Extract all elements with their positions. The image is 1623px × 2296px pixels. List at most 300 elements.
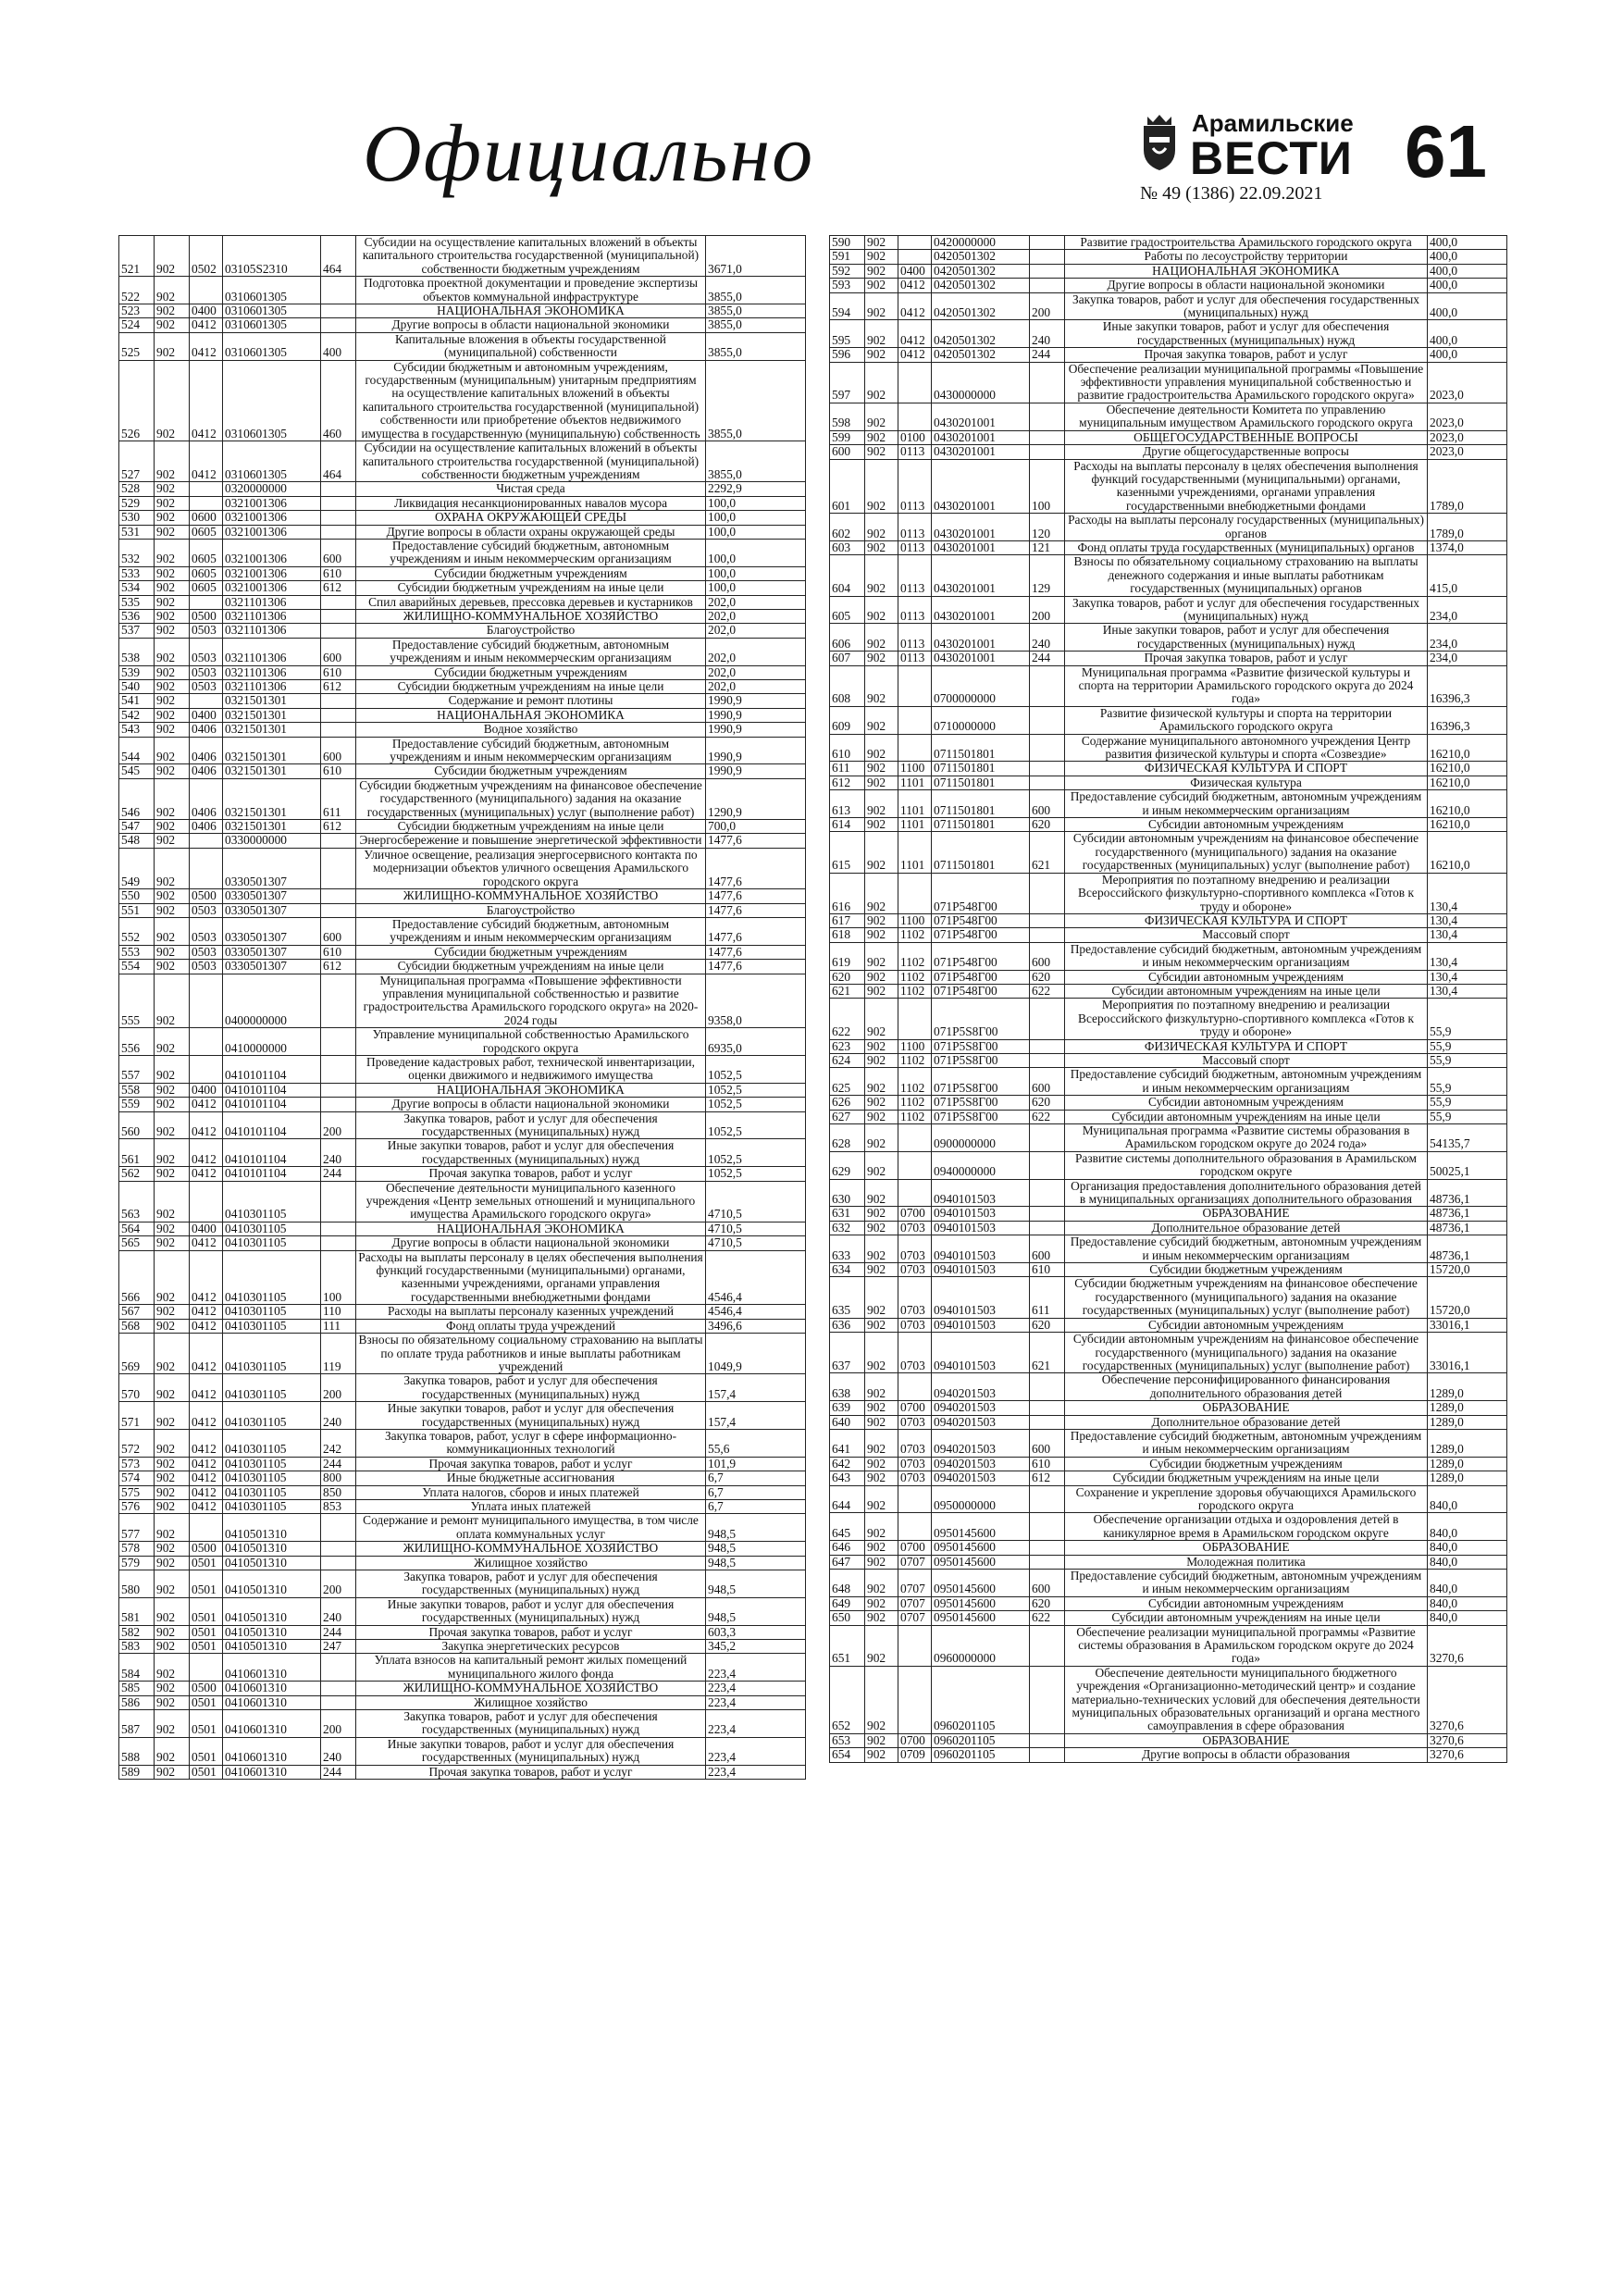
ministry-code: 902 xyxy=(865,430,898,444)
expense-type-code xyxy=(321,974,356,1028)
target-article-code: 0321101306 xyxy=(223,680,321,694)
item-name: Проведение кадастровых работ, технической инвентаризации, оценки движимого и недвижимого имущества xyxy=(356,1055,706,1083)
table-row xyxy=(119,595,806,609)
ministry-code: 902 xyxy=(155,820,190,834)
amount: 48736,1 xyxy=(1428,1207,1507,1221)
expense-type-code xyxy=(1030,1513,1065,1541)
ministry-code: 902 xyxy=(155,1111,190,1139)
target-article-code: 0321001306 xyxy=(223,511,321,525)
amount: 1477,6 xyxy=(706,848,806,888)
table-row xyxy=(119,960,806,974)
page-title: Официально xyxy=(363,109,815,199)
amount: 55,9 xyxy=(1428,999,1507,1039)
ministry-code: 902 xyxy=(865,236,898,250)
target-article-code: 0410601310 xyxy=(223,1765,321,1779)
table-row xyxy=(830,1207,1507,1221)
table-row xyxy=(119,1499,806,1513)
row-number: 540 xyxy=(119,680,155,694)
row-number: 530 xyxy=(119,511,155,525)
row-number: 632 xyxy=(830,1221,865,1235)
item-name: Фонд оплаты труда государственных (муниципальных) органов xyxy=(1065,540,1428,554)
section-code: 0412 xyxy=(190,1499,223,1513)
section-code: 0412 xyxy=(190,1139,223,1167)
item-name: НАЦИОНАЛЬНАЯ ЭКОНОМИКА xyxy=(356,1222,706,1235)
amount: 202,0 xyxy=(706,595,806,609)
section-code: 1102 xyxy=(898,942,932,970)
row-number: 559 xyxy=(119,1098,155,1111)
table-row xyxy=(830,776,1507,789)
expense-type-code xyxy=(321,496,356,510)
target-article-code: 0321501301 xyxy=(223,708,321,722)
ministry-code: 902 xyxy=(155,848,190,888)
target-article-code: 0940000000 xyxy=(932,1151,1030,1179)
expense-type-code: 100 xyxy=(321,1250,356,1305)
expense-type-code xyxy=(321,525,356,539)
ministry-code: 902 xyxy=(865,832,898,873)
table-row xyxy=(830,1318,1507,1332)
table-row xyxy=(119,1457,806,1471)
expense-type-code xyxy=(321,595,356,609)
expense-type-code: 622 xyxy=(1030,1611,1065,1625)
expense-type-code: 240 xyxy=(321,1139,356,1167)
target-article-code: 0310601305 xyxy=(223,304,321,318)
section-code: 0113 xyxy=(898,445,932,459)
item-name: Муниципальная программа «Развитие физической культуры и спорта на территории Арамильского городского округа до 2024 года» xyxy=(1065,665,1428,706)
ministry-code: 902 xyxy=(865,403,898,430)
target-article-code: 0321101306 xyxy=(223,609,321,623)
amount: 948,5 xyxy=(706,1570,806,1598)
issue-number: № 49 (1386) 22.09.2021 xyxy=(1140,183,1323,204)
row-number: 525 xyxy=(119,332,155,360)
target-article-code: 0320000000 xyxy=(223,482,321,496)
section-code xyxy=(898,734,932,762)
target-article-code: 071P548Г00 xyxy=(932,984,1030,998)
target-article-code: 0330501307 xyxy=(223,903,321,917)
section-code xyxy=(898,362,932,403)
table-row xyxy=(119,511,806,525)
table-row xyxy=(119,1319,806,1333)
table-row xyxy=(830,279,1507,292)
target-article-code: 0940201503 xyxy=(932,1471,1030,1485)
item-name: ЖИЛИЩНО-КОММУНАЛЬНОЕ ХОЗЯЙСТВО xyxy=(356,889,706,903)
expense-type-code: 600 xyxy=(1030,1235,1065,1263)
table-row xyxy=(119,1222,806,1235)
table-row xyxy=(830,320,1507,348)
expense-type-code xyxy=(321,511,356,525)
table-row xyxy=(830,403,1507,430)
expense-type-code xyxy=(1030,1415,1065,1429)
ministry-code: 902 xyxy=(865,1096,898,1110)
expense-type-code: 850 xyxy=(321,1485,356,1499)
expense-type-code: 464 xyxy=(321,441,356,482)
row-number: 541 xyxy=(119,694,155,708)
amount: 1052,5 xyxy=(706,1167,806,1181)
item-name: Субсидии автономным учреждениям xyxy=(1065,1096,1428,1110)
target-article-code: 0321501301 xyxy=(223,723,321,737)
item-name: Закупка энергетических ресурсов xyxy=(356,1640,706,1654)
target-article-code: 071P548Г00 xyxy=(932,928,1030,942)
ministry-code: 902 xyxy=(155,1570,190,1598)
section-code xyxy=(190,694,223,708)
item-name: Прочая закупка товаров, работ и услуг xyxy=(356,1625,706,1639)
ministry-code: 902 xyxy=(865,362,898,403)
amount: 3496,6 xyxy=(706,1319,806,1333)
ministry-code: 902 xyxy=(865,459,898,514)
target-article-code: 0410501310 xyxy=(223,1542,321,1556)
ministry-code: 902 xyxy=(865,555,898,596)
row-number: 610 xyxy=(830,734,865,762)
target-article-code: 071P548Г00 xyxy=(932,873,1030,913)
ministry-code: 902 xyxy=(155,1625,190,1639)
target-article-code: 071P5S8Г00 xyxy=(932,1110,1030,1123)
amount: 1789,0 xyxy=(1428,459,1507,514)
section-code: 0703 xyxy=(898,1429,932,1457)
section-code: 0400 xyxy=(190,304,223,318)
table-row xyxy=(119,638,806,665)
target-article-code: 0310601305 xyxy=(223,318,321,332)
target-article-code: 0321101306 xyxy=(223,638,321,665)
ministry-code: 902 xyxy=(865,624,898,652)
target-article-code: 0410101104 xyxy=(223,1111,321,1139)
row-number: 623 xyxy=(830,1039,865,1053)
target-article-code: 0950000000 xyxy=(932,1485,1030,1513)
section-code: 0707 xyxy=(898,1570,932,1597)
section-code: 0406 xyxy=(190,723,223,737)
target-article-code: 0940101503 xyxy=(932,1235,1030,1263)
row-number: 618 xyxy=(830,928,865,942)
section-code: 0412 xyxy=(190,1305,223,1319)
expense-type-code: 200 xyxy=(1030,292,1065,320)
table-row xyxy=(830,1221,1507,1235)
table-row xyxy=(830,362,1507,403)
target-article-code: 0410101104 xyxy=(223,1055,321,1083)
ministry-code: 902 xyxy=(865,1277,898,1318)
expense-type-code xyxy=(321,889,356,903)
item-name: Закупка товаров, работ и услуг для обеспечения государственных (муниципальных) нужд xyxy=(356,1570,706,1598)
table-row xyxy=(830,445,1507,459)
target-article-code: 0430201001 xyxy=(932,459,1030,514)
table-row xyxy=(119,360,806,441)
ministry-code: 902 xyxy=(155,834,190,848)
amount: 33016,1 xyxy=(1428,1318,1507,1332)
row-number: 621 xyxy=(830,984,865,998)
ministry-code: 902 xyxy=(155,1457,190,1471)
table-row xyxy=(119,1710,806,1738)
target-article-code: 0950145600 xyxy=(932,1570,1030,1597)
amount: 1289,0 xyxy=(1428,1401,1507,1415)
table-row xyxy=(119,694,806,708)
row-number: 616 xyxy=(830,873,865,913)
section-code: 0501 xyxy=(190,1737,223,1765)
ministry-code: 902 xyxy=(865,1151,898,1179)
ministry-code: 902 xyxy=(865,250,898,264)
expense-type-code: 600 xyxy=(1030,1570,1065,1597)
expense-type-code xyxy=(321,624,356,638)
item-name: Другие вопросы в области национальной экономики xyxy=(356,1098,706,1111)
amount: 223,4 xyxy=(706,1654,806,1682)
row-number: 641 xyxy=(830,1429,865,1457)
item-name: Субсидии автономным учреждениям на иные цели xyxy=(1065,1611,1428,1625)
target-article-code: 0940201503 xyxy=(932,1415,1030,1429)
item-name: Предоставление субсидий бюджетным, автономным учреждениям и иным некоммерческим организациям xyxy=(356,917,706,945)
amount: 948,5 xyxy=(706,1514,806,1542)
target-article-code: 0410301105 xyxy=(223,1305,321,1319)
expense-type-code: 242 xyxy=(321,1429,356,1457)
item-name: Предоставление субсидий бюджетным, автономным учреждениям и иным некоммерческим организациям xyxy=(1065,1429,1428,1457)
item-name: Закупка товаров, работ и услуг для обеспечения государственных (муниципальных) нужд xyxy=(356,1111,706,1139)
target-article-code: 0321001306 xyxy=(223,525,321,539)
row-number: 603 xyxy=(830,540,865,554)
ministry-code: 902 xyxy=(155,1167,190,1181)
amount: 400,0 xyxy=(1428,236,1507,250)
target-article-code: 0940201503 xyxy=(932,1401,1030,1415)
section-code xyxy=(898,665,932,706)
target-article-code: 0430201001 xyxy=(932,555,1030,596)
target-article-code: 0321501301 xyxy=(223,694,321,708)
table-row xyxy=(830,624,1507,652)
row-number: 613 xyxy=(830,790,865,818)
expense-type-code: 119 xyxy=(321,1334,356,1374)
section-code: 0501 xyxy=(190,1556,223,1570)
section-code xyxy=(898,1179,932,1207)
target-article-code: 0410301105 xyxy=(223,1402,321,1430)
ministry-code: 902 xyxy=(865,928,898,942)
item-name: Иные закупки товаров, работ и услуг для обеспечения государственных (муниципальных) нужд xyxy=(356,1402,706,1430)
target-article-code: 0410601310 xyxy=(223,1737,321,1765)
row-number: 591 xyxy=(830,250,865,264)
target-article-code: 0321001306 xyxy=(223,496,321,510)
item-name: Закупка товаров, работ и услуг для обеспечения государственных (муниципальных) нужд xyxy=(1065,596,1428,624)
ministry-code: 902 xyxy=(865,1053,898,1067)
section-code: 0412 xyxy=(190,1111,223,1139)
row-number: 597 xyxy=(830,362,865,403)
target-article-code: 0950145600 xyxy=(932,1611,1030,1625)
table-row xyxy=(830,1596,1507,1610)
expense-type-code xyxy=(321,1028,356,1056)
table-row xyxy=(119,236,806,277)
target-article-code: 0321501301 xyxy=(223,820,321,834)
target-article-code: 0321001306 xyxy=(223,566,321,580)
table-row xyxy=(119,1334,806,1374)
amount: 1049,9 xyxy=(706,1334,806,1374)
item-name: Массовый спорт xyxy=(1065,928,1428,942)
target-article-code: 0711501801 xyxy=(932,734,1030,762)
row-number: 631 xyxy=(830,1207,865,1221)
item-name: Муниципальная программа «Развитие системы образования в Арамильском городском округе до 2024 года» xyxy=(1065,1124,1428,1152)
section-code: 0700 xyxy=(898,1733,932,1747)
table-row xyxy=(830,236,1507,250)
section-code: 0501 xyxy=(190,1625,223,1639)
ministry-code: 902 xyxy=(155,1710,190,1738)
row-number: 545 xyxy=(119,764,155,778)
table-row xyxy=(119,1570,806,1598)
section-code: 0412 xyxy=(190,318,223,332)
table-row xyxy=(830,1611,1507,1625)
section-code xyxy=(190,848,223,888)
expense-type-code: 464 xyxy=(321,236,356,277)
table-row xyxy=(830,1541,1507,1555)
expense-type-code xyxy=(1030,1179,1065,1207)
amount: 33016,1 xyxy=(1428,1333,1507,1373)
table-row xyxy=(830,1110,1507,1123)
ministry-code: 902 xyxy=(155,889,190,903)
target-article-code: 0430000000 xyxy=(932,362,1030,403)
amount: 15720,0 xyxy=(1428,1277,1507,1318)
ministry-code: 902 xyxy=(865,652,898,665)
section-code xyxy=(898,403,932,430)
ministry-code: 902 xyxy=(155,1682,190,1695)
expense-type-code: 853 xyxy=(321,1499,356,1513)
target-article-code: 0950145600 xyxy=(932,1513,1030,1541)
section-code: 0412 xyxy=(898,348,932,362)
target-article-code: 0420501302 xyxy=(932,320,1030,348)
item-name: Муниципальная программа «Повышение эффективности управления муниципальной собственностью и развитие градостроительства Арамильского городского округа» на 2020-2024 годы xyxy=(356,974,706,1028)
table-row xyxy=(830,1068,1507,1096)
expense-type-code xyxy=(321,1542,356,1556)
table-row xyxy=(119,482,806,496)
ministry-code: 902 xyxy=(155,236,190,277)
ministry-code: 902 xyxy=(155,1374,190,1402)
amount: 840,0 xyxy=(1428,1513,1507,1541)
amount: 4546,4 xyxy=(706,1305,806,1319)
item-name: НАЦИОНАЛЬНАЯ ЭКОНОМИКА xyxy=(1065,264,1428,278)
target-article-code: 0420000000 xyxy=(932,236,1030,250)
ministry-code: 902 xyxy=(865,1401,898,1415)
expense-type-code xyxy=(321,1181,356,1222)
table-row xyxy=(119,1305,806,1319)
section-code: 1100 xyxy=(898,1039,932,1053)
expense-type-code: 244 xyxy=(321,1167,356,1181)
expense-type-code xyxy=(321,1222,356,1235)
ministry-code: 902 xyxy=(865,1235,898,1263)
target-article-code: 0711501801 xyxy=(932,790,1030,818)
table-row xyxy=(119,1640,806,1654)
expense-type-code xyxy=(321,834,356,848)
item-name: Субсидии бюджетным учреждениям xyxy=(356,945,706,959)
target-article-code: 0410301105 xyxy=(223,1429,321,1457)
section-code: 1100 xyxy=(898,762,932,776)
row-number: 571 xyxy=(119,1402,155,1430)
section-code: 0400 xyxy=(190,1222,223,1235)
target-article-code: 0410101104 xyxy=(223,1139,321,1167)
target-article-code: 0321001306 xyxy=(223,581,321,595)
item-name: Взносы по обязательному социальному страхованию на выплаты денежного содержания и иные выплаты работникам государственных (муниципальных) органов xyxy=(1065,555,1428,596)
target-article-code: 0940101503 xyxy=(932,1277,1030,1318)
row-number: 564 xyxy=(119,1222,155,1235)
item-name: Субсидии бюджетным учреждениям на иные цели xyxy=(356,960,706,974)
table-row xyxy=(119,1167,806,1181)
ministry-code: 902 xyxy=(155,1695,190,1709)
table-row xyxy=(119,1374,806,1402)
ministry-code: 902 xyxy=(865,292,898,320)
expense-type-code: 600 xyxy=(1030,1068,1065,1096)
table-row xyxy=(119,1429,806,1457)
section-code: 0501 xyxy=(190,1695,223,1709)
item-name: Иные закупки товаров, работ и услуг для обеспечения государственных (муниципальных) нужд xyxy=(356,1737,706,1765)
amount: 48736,1 xyxy=(1428,1221,1507,1235)
ministry-code: 902 xyxy=(155,638,190,665)
section-code: 0412 xyxy=(190,1429,223,1457)
expense-type-code: 600 xyxy=(321,638,356,665)
section-code: 0412 xyxy=(190,1471,223,1485)
table-row xyxy=(830,1733,1507,1747)
expense-type-code: 620 xyxy=(1030,1096,1065,1110)
ministry-code: 902 xyxy=(865,762,898,776)
amount: 100,0 xyxy=(706,525,806,539)
row-number: 539 xyxy=(119,665,155,679)
ministry-code: 902 xyxy=(865,279,898,292)
row-number: 533 xyxy=(119,566,155,580)
target-article-code: 071P548Г00 xyxy=(932,913,1030,927)
ministry-code: 902 xyxy=(155,1028,190,1056)
ministry-code: 902 xyxy=(155,318,190,332)
section-code: 0113 xyxy=(898,555,932,596)
section-code: 0709 xyxy=(898,1748,932,1762)
item-name: ОХРАНА ОКРУЖАЮЩЕЙ СРЕДЫ xyxy=(356,511,706,525)
row-number: 593 xyxy=(830,279,865,292)
amount: 948,5 xyxy=(706,1542,806,1556)
ministry-code: 902 xyxy=(865,1415,898,1429)
table-row xyxy=(830,1513,1507,1541)
table-row xyxy=(830,596,1507,624)
amount: 1052,5 xyxy=(706,1111,806,1139)
expense-type-code: 244 xyxy=(321,1625,356,1639)
section-code: 0412 xyxy=(190,1236,223,1250)
item-name: Субсидии автономным учреждениям xyxy=(1065,1596,1428,1610)
section-code: 0500 xyxy=(190,609,223,623)
item-name: Расходы на выплаты персоналу казенных учреждений xyxy=(356,1305,706,1319)
row-number: 563 xyxy=(119,1181,155,1222)
item-name: Чистая среда xyxy=(356,482,706,496)
section-code: 1102 xyxy=(898,1053,932,1067)
section-code: 0703 xyxy=(898,1263,932,1277)
row-number: 557 xyxy=(119,1055,155,1083)
target-article-code: 0950145600 xyxy=(932,1596,1030,1610)
item-name: Субсидии бюджетным учреждениям xyxy=(356,665,706,679)
row-number: 600 xyxy=(830,445,865,459)
table-row xyxy=(830,1666,1507,1733)
ministry-code: 902 xyxy=(155,737,190,764)
section-code: 0703 xyxy=(898,1235,932,1263)
right-budget-table-wrapper xyxy=(829,235,1506,1763)
table-row xyxy=(119,1055,806,1083)
amount: 1477,6 xyxy=(706,960,806,974)
expense-type-code: 621 xyxy=(1030,1333,1065,1373)
amount: 1477,6 xyxy=(706,903,806,917)
amount: 1477,6 xyxy=(706,834,806,848)
item-name: ФИЗИЧЕСКАЯ КУЛЬТУРА И СПОРТ xyxy=(1065,913,1428,927)
target-article-code: 0410301105 xyxy=(223,1181,321,1222)
table-row xyxy=(119,1597,806,1625)
item-name: Водное хозяйство xyxy=(356,723,706,737)
target-article-code: 0700000000 xyxy=(932,665,1030,706)
ministry-code: 902 xyxy=(155,680,190,694)
target-article-code: 0940101503 xyxy=(932,1263,1030,1277)
item-name: ОБРАЗОВАНИЕ xyxy=(1065,1733,1428,1747)
section-code: 0703 xyxy=(898,1415,932,1429)
target-article-code: 071P5S8Г00 xyxy=(932,1096,1030,1110)
expense-type-code xyxy=(321,1236,356,1250)
item-name: Обеспечение деятельности Комитета по управлению муниципальным имуществом Арамильского городского округа xyxy=(1065,403,1428,430)
target-article-code: 071P5S8Г00 xyxy=(932,999,1030,1039)
target-article-code: 0330501307 xyxy=(223,960,321,974)
section-code: 0703 xyxy=(898,1457,932,1471)
ministry-code: 902 xyxy=(155,441,190,482)
ministry-code: 902 xyxy=(155,974,190,1028)
target-article-code: 03105S2310 xyxy=(223,236,321,277)
row-number: 654 xyxy=(830,1748,865,1762)
ministry-code: 902 xyxy=(155,1402,190,1430)
